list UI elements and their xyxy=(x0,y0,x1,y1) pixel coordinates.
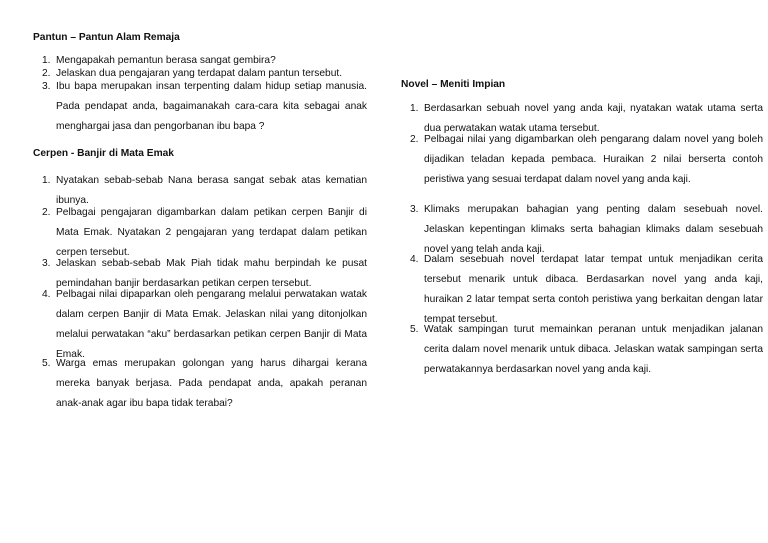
question-text: Jelaskan sebab-sebab Mak Piah tidak mahu berpindah ke pusat pemindahan banjir berdasarkan petikan cerpen tersebut. xyxy=(56,258,367,289)
question-text: Berdasarkan sebuah novel yang anda kaji, nyatakan watak utama serta dua perwatakan watak utama tersebut. xyxy=(424,103,763,134)
cerpen-heading: Cerpen - Banjir di Mata Emak xyxy=(33,148,174,159)
question-number: 4. xyxy=(42,289,51,300)
novel-heading: Novel – Meniti Impian xyxy=(401,79,506,90)
question-text: Pelbagai nilai dipaparkan oleh pengarang melalui perwatakan watak dalam cerpen Banjir di Mata Emak. Jelaskan nilai yang ditonjolkan melalui perwatakan “aku” berdasarkan petikan cerpen Banjir di Mata Emak. xyxy=(56,289,367,360)
question-number: 1. xyxy=(42,175,51,186)
question-text: Mengapakah pemantun berasa sangat gembira? xyxy=(56,55,276,66)
question-text: Ibu bapa merupakan insan terpenting dalam hidup setiap manusia. Pada pendapat anda, bagaimanakah cara-cara kita sebagai anak menghargai jasa dan pengorbanan ibu bapa ? xyxy=(56,81,367,132)
question-number: 3. xyxy=(410,204,419,215)
question-text: Nyatakan sebab-sebab Nana berasa sangat sebak atas kematian ibunya. xyxy=(56,175,367,206)
question-number: 2. xyxy=(42,68,51,79)
pantun-question-1 xyxy=(33,54,367,68)
question-number: 2. xyxy=(42,207,51,218)
novel-question-4 xyxy=(401,250,763,330)
question-text: Watak sampingan turut memainkan peranan untuk menjadikan jalanan cerita dalam novel menarik untuk dibaca. Jelaskan watak sampingan serta perwatakannya berdasarkan novel yang anda kaji. xyxy=(424,324,763,375)
question-text: Warga emas merupakan golongan yang harus dihargai kerana mereka banyak berjasa. Pada pendapat anda, apakah peranan anak-anak agar ibu bapa tidak terabai? xyxy=(56,358,367,409)
question-text: Klimaks merupakan bahagian yang penting dalam sesebuah novel. Jelaskan kepentingan klimaks serta bahagian klimaks dalam sesebuah novel yang telah anda kaji. xyxy=(424,204,763,255)
pantun-question-3 xyxy=(33,77,367,137)
question-text: Pelbagai nilai yang digambarkan oleh pengarang dalam novel yang boleh dijadikan teladan kepada pembaca. Huraikan 2 nilai berserta contoh peristiwa yang sesuai terdapat dalam novel yang anda kaji. xyxy=(424,134,763,185)
question-text: Jelaskan dua pengajaran yang terdapat dalam pantun tersebut. xyxy=(56,68,343,79)
novel-question-2 xyxy=(401,130,763,190)
question-number: 5. xyxy=(410,324,419,335)
question-number: 3. xyxy=(42,81,51,92)
cerpen-question-5 xyxy=(33,354,367,414)
question-text: Dalam sesebuah novel terdapat latar tempat untuk menjadikan cerita tersebut menarik untuk dibaca. Berdasarkan novel yang anda kaji, huraikan 2 latar tempat serta contoh peristiwa yang berkaitan dengan latar tempat tersebut. xyxy=(424,254,763,325)
question-number: 4. xyxy=(410,254,419,265)
question-number: 1. xyxy=(42,55,51,66)
question-number: 2. xyxy=(410,134,419,145)
novel-question-5 xyxy=(401,320,763,380)
question-number: 1. xyxy=(410,103,419,114)
pantun-heading: Pantun – Pantun Alam Remaja xyxy=(33,32,180,43)
question-number: 5. xyxy=(42,358,51,369)
question-text: Pelbagai pengajaran digambarkan dalam petikan cerpen Banjir di Mata Emak. Nyatakan 2 pengajaran yang terdapat dalam petikan cerpen tersebut. xyxy=(56,207,367,258)
question-number: 3. xyxy=(42,258,51,269)
cerpen-question-4 xyxy=(33,285,367,365)
